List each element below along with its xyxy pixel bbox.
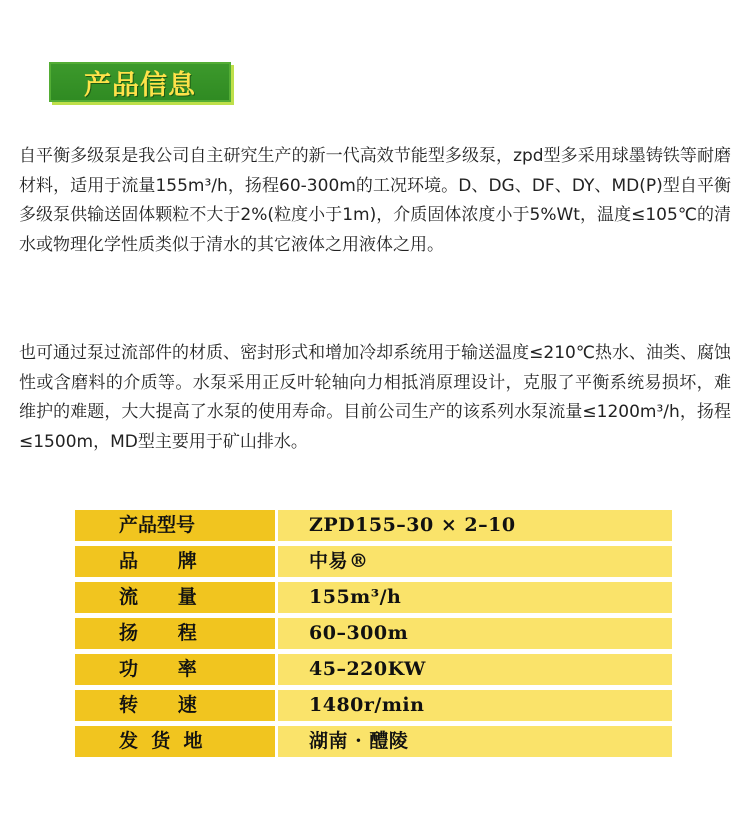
spec-value: 1480r/min: [309, 694, 425, 716]
spec-label: 品 牌: [119, 550, 197, 572]
spec-row-head: [75, 618, 672, 649]
spec-value-cell: [278, 726, 672, 757]
spec-value-cell: [278, 582, 672, 613]
spec-row-origin: [75, 726, 672, 757]
section-title: 产品信息: [84, 69, 196, 101]
spec-value-group: [309, 546, 369, 577]
spec-value-cell: [278, 618, 672, 649]
spec-label-cell: [75, 654, 275, 685]
spec-value: ZPD155–30 × 2–10: [309, 514, 516, 536]
spec-label: 发 货 地: [119, 730, 203, 752]
spec-label-cell: [75, 510, 275, 541]
spec-label-cell: [75, 726, 275, 757]
spec-value: 60–300m: [309, 622, 409, 644]
spec-label-cell: [75, 690, 275, 721]
spec-row-flow: [75, 582, 672, 613]
spec-label-cell: [75, 546, 275, 577]
spec-label: 产品型号: [119, 514, 196, 536]
spec-table: [75, 510, 672, 762]
spec-label: 扬 程: [119, 622, 197, 644]
spec-row-model: [75, 510, 672, 541]
spec-row-brand: [75, 546, 672, 577]
spec-value-cell: [278, 690, 672, 721]
spec-value: 155m³/h: [309, 586, 402, 608]
spec-label-cell: [75, 618, 275, 649]
spec-value: 湖南 · 醴陵: [309, 730, 409, 752]
spec-value: 中易: [309, 550, 349, 572]
spec-value-cell: [278, 546, 672, 577]
spec-value: 45–220KW: [309, 658, 426, 680]
spec-row-power: [75, 654, 672, 685]
intro-paragraph-2: 也可通过泵过流部件的材质、密封形式和增加冷却系统用于输送温度≤210℃热水、油类、腐蚀性或含磨料的介质等。水泵采用正反叶轮轴向力相抵消原理设计，克服了平衡系统易损坏，难维护的难题，大大提高了水泵的使用寿命。目前公司生产的该系列水泵流量≤1200m³/h，扬程≤1500m，MD型主要用于矿山排水。: [19, 343, 731, 452]
registered-mark: ®: [349, 550, 369, 572]
intro-paragraph-1: 自平衡多级泵是我公司自主研究生产的新一代高效节能型多级泵，zpd型多采用球墨铸铁等耐磨材料，适用于流量155m³/h，扬程60-300m的工况环境。D、DG、DF、DY、MD(P)型自平衡多级泵供输送固体颗粒不大于2%(粒度小于1m)，介质固体浓度小于5%Wt，温度≤105℃的清水或物理化学性质类似于清水的其它液体之用液体之用。: [19, 146, 731, 255]
spec-label-cell: [75, 582, 275, 613]
spec-label: 转 速: [119, 694, 197, 716]
section-title-badge: [49, 62, 231, 102]
spec-row-speed: [75, 690, 672, 721]
spec-label: 功 率: [119, 658, 197, 680]
spec-value-cell: [278, 654, 672, 685]
spec-value-cell: [278, 510, 672, 541]
spec-label: 流 量: [119, 586, 197, 608]
